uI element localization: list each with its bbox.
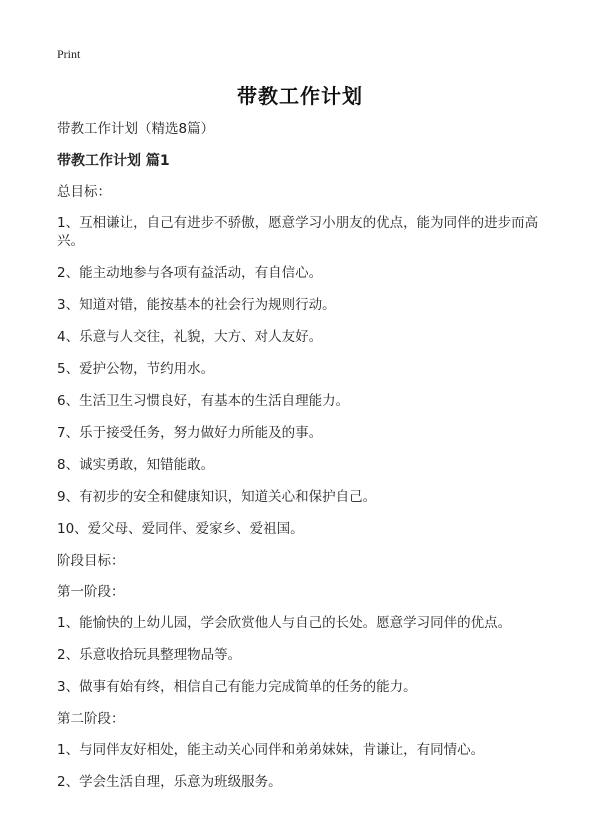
stage1-label: 第一阶段： bbox=[57, 584, 125, 600]
stage-goal-label: 阶段目标： bbox=[57, 553, 125, 569]
overall-goal-item: 3、知道对错，能按基本的社会行为规则行动。 bbox=[57, 297, 336, 313]
stage2-label: 第二阶段： bbox=[57, 711, 125, 727]
document-title: 带教工作计划 bbox=[237, 84, 363, 108]
stage1-item: 1、能愉快的上幼儿园，学会欣赏他人与自己的长处。愿意学习同伴的优点。 bbox=[57, 615, 512, 631]
overall-goal-item: 9、有初步的安全和健康知识，知道关心和保护自己。 bbox=[57, 489, 377, 505]
overall-goal-item: 8、诚实勇敢，知错能敢。 bbox=[57, 457, 215, 473]
overall-goal-item: 5、爱护公物，节约用水。 bbox=[57, 361, 215, 377]
print-link[interactable]: Print bbox=[57, 47, 81, 61]
stage1-item: 3、做事有始有终，相信自己有能力完成简单的任务的能力。 bbox=[57, 679, 417, 695]
document-subtitle: 带教工作计划（精选8篇） bbox=[57, 121, 215, 137]
section-heading: 带教工作计划 篇1 bbox=[57, 153, 170, 169]
overall-goal-item: 2、能主动地参与各项有益活动，有自信心。 bbox=[57, 265, 323, 281]
overall-goal-label: 总目标： bbox=[57, 184, 111, 200]
document-body bbox=[57, 120, 552, 805]
overall-goal-item: 1、互相谦让，自己有进步不骄傲，愿意学习小朋友的优点，能为同伴的进步而高兴。 bbox=[57, 215, 539, 249]
stage1-item: 2、乐意收拾玩具整理物品等。 bbox=[57, 647, 242, 663]
stage2-item: 1、与同伴友好相处，能主动关心同伴和弟弟妹妹，肯谦让，有同情心。 bbox=[57, 742, 485, 758]
overall-goal-item: 7、乐于接受任务，努力做好力所能及的事。 bbox=[57, 425, 323, 441]
overall-goal-item: 6、生活卫生习惯良好，有基本的生活自理能力。 bbox=[57, 393, 350, 409]
overall-goal-item: 4、乐意与人交往，礼貌，大方、对人友好。 bbox=[57, 329, 323, 345]
overall-goal-item: 10、爱父母、爱同伴、爱家乡、爱祖国。 bbox=[57, 521, 304, 537]
stage2-item: 2、学会生活自理，乐意为班级服务。 bbox=[57, 774, 282, 790]
